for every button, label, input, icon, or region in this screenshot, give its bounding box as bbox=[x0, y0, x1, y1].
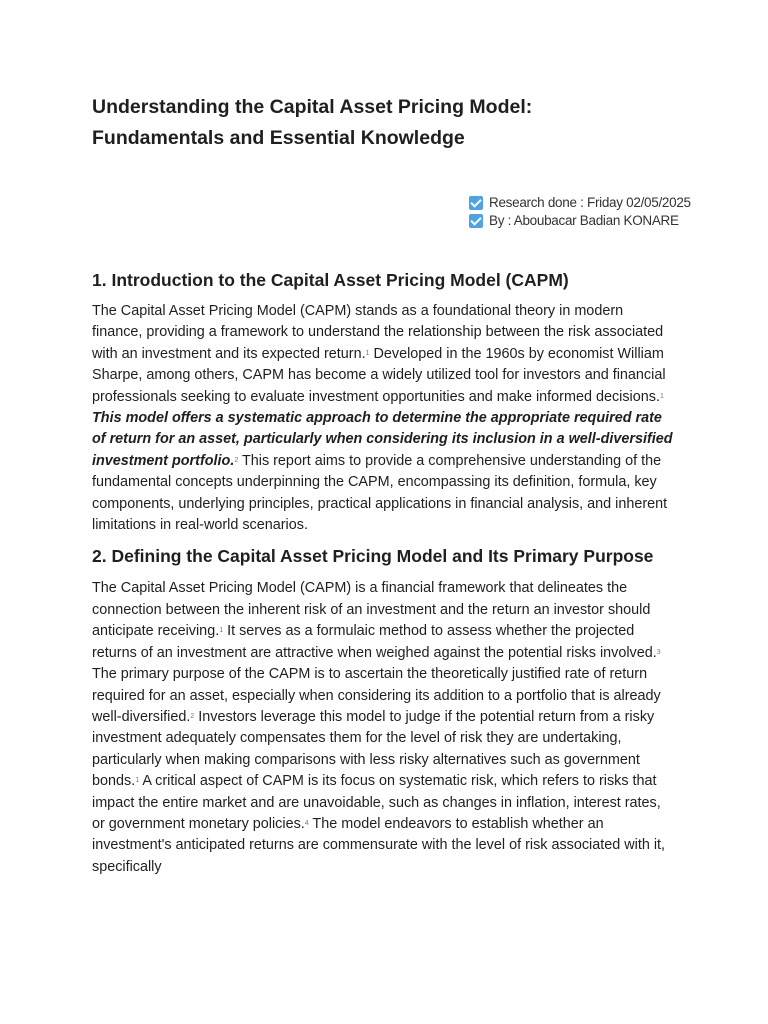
check-box-icon bbox=[469, 196, 483, 210]
research-meta bbox=[469, 194, 691, 230]
section-2-heading: 2. Defining the Capital Asset Pricing Model and Its Primary Purpose bbox=[92, 546, 654, 567]
section-2-paragraph bbox=[92, 578, 676, 878]
research-date: Research done : Friday 02/05/2025 bbox=[489, 195, 691, 210]
footnote-ref[interactable]: 3 bbox=[656, 648, 661, 656]
research-date-line bbox=[469, 194, 691, 212]
author-name: By : Aboubacar Badian KONARE bbox=[489, 213, 679, 228]
text-run: Investors leverage this model to judge if the potential return from a risky investment adequately compensates them for the level of risk they are undertaking, particularly when making comparisons with less risky alternatives such as government bonds. bbox=[92, 708, 655, 790]
section-1-paragraph bbox=[92, 301, 676, 536]
section-1-heading: 1. Introduction to the Capital Asset Pricing Model (CAPM) bbox=[92, 270, 569, 290]
check-box-icon bbox=[469, 214, 483, 228]
footnote-ref[interactable]: 2 bbox=[234, 456, 239, 464]
document-title bbox=[92, 92, 676, 154]
text-run: It serves as a formulaic method to assess whether the projected returns of an investment are attractive when weighed against the potential risks involved. bbox=[92, 623, 657, 661]
text-run: The Capital Asset Pricing Model (CAPM) stands as a foundational theory in modern finance, providing a framework to understand the relationship between the risk associated with an investment and its expected return. bbox=[92, 303, 664, 362]
footnote-ref[interactable]: 1 bbox=[219, 627, 224, 635]
text-run: This report aims to provide a comprehensive understanding of the fundamental concepts underpinning the CAPM, encompassing its definition, formula, key components, underlying principles, practical applications in financial analysis, and inherent limitations in real-world scenarios. bbox=[92, 452, 668, 534]
title-line-2: Fundamentals and Essential Knowledge bbox=[92, 127, 465, 149]
footnote-ref[interactable]: 4 bbox=[304, 819, 309, 827]
text-run: A critical aspect of CAPM is its focus on systematic risk, which refers to risks that impact the entire market and are unavoidable, such as changes in inflation, interest rates, or government monetary policies. bbox=[92, 773, 661, 832]
text-run: The primary purpose of the CAPM is to ascertain the theoretically justified rate of return required for an asset, especially when considering its addition to a portfolio that is already well-diversified. bbox=[92, 666, 661, 725]
footnote-ref[interactable]: 1 bbox=[135, 777, 140, 785]
text-run: Developed in the 1960s by economist William Sharpe, among others, CAPM has become a widely utilized tool for investors and financial professionals seeking to evaluate investment opportunities and make informed decisions. bbox=[92, 345, 666, 405]
footnote-ref[interactable]: 1 bbox=[659, 392, 664, 400]
author-line bbox=[469, 212, 679, 230]
footnote-ref[interactable]: 1 bbox=[365, 349, 370, 357]
text-run: The model endeavors to establish whether an investment's anticipated returns are commensurate with the level of risk associated with it, specifically bbox=[92, 815, 666, 875]
footnote-ref[interactable]: 2 bbox=[190, 712, 195, 720]
title-line-1: Understanding the Capital Asset Pricing Model: bbox=[92, 96, 533, 118]
text-run: The Capital Asset Pricing Model (CAPM) is a financial framework that delineates the connection between the inherent risk of an investment and the return an investor should anticipate receiving. bbox=[92, 580, 651, 640]
emphasized-text: This model offers a systematic approach to determine the appropriate required rate of return for an asset, particularly when considering its inclusion in a well-diversified investment portfolio. bbox=[92, 410, 673, 469]
